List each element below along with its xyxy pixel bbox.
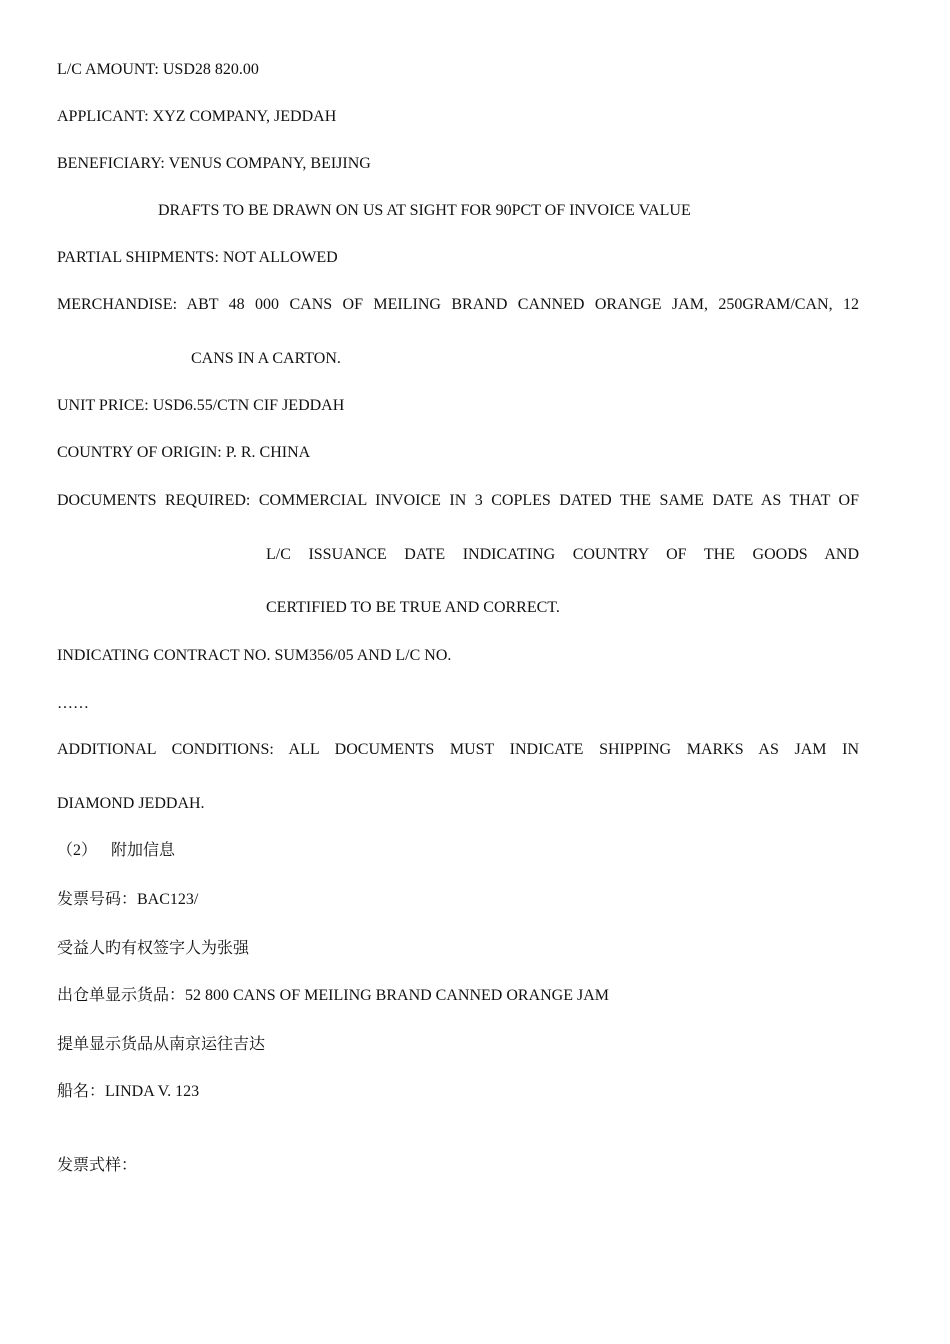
documents-required-line-3: CERTIFIED TO BE TRUE AND CORRECT.	[266, 599, 560, 616]
drafts-line: DRAFTS TO BE DRAWN ON US AT SIGHT FOR 90PCT OF INVOICE VALUE	[158, 202, 691, 219]
lc-amount-line: L/C AMOUNT: USD28 820.00	[57, 61, 259, 78]
partial-shipments-line: PARTIAL SHIPMENTS: NOT ALLOWED	[57, 249, 338, 266]
documents-required-line-1: DOCUMENTS REQUIRED: COMMERCIAL INVOICE IN 3 COPLES DATED THE SAME DATE AS THAT OF	[57, 492, 859, 509]
beneficiary-line: BENEFICIARY: VENUS COMPANY, BEIJING	[57, 155, 371, 172]
unit-price-line: UNIT PRICE: USD6.55/CTN CIF JEDDAH	[57, 397, 345, 414]
country-of-origin-line: COUNTRY OF ORIGIN: P. R. CHINA	[57, 444, 311, 461]
merchandise-line-2: CANS IN A CARTON.	[191, 350, 341, 367]
invoice-number-line: 发票号码：BAC123/	[57, 891, 199, 908]
warehouse-receipt-line: 出仓单显示货品：52 800 CANS OF MEILING BRAND CANNED ORANGE JAM	[57, 987, 610, 1004]
section-title: 附加信息	[111, 842, 176, 859]
merchandise-line-1: MERCHANDISE: ABT 48 000 CANS OF MEILING BRAND CANNED ORANGE JAM, 250GRAM/CAN, 12	[57, 296, 859, 313]
contract-line: INDICATING CONTRACT NO. SUM356/05 AND L/C NO.	[57, 647, 452, 664]
additional-conditions-line-1: ADDITIONAL CONDITIONS: ALL DOCUMENTS MUST INDICATE SHIPPING MARKS AS JAM IN	[57, 741, 859, 758]
additional-conditions-line-2: DIAMOND JEDDAH.	[57, 795, 205, 812]
section-heading	[57, 841, 175, 861]
ellipsis-line: ……	[57, 695, 89, 712]
documents-required-line-2: L/C ISSUANCE DATE INDICATING COUNTRY OF THE GOODS AND	[266, 546, 859, 563]
section-number: （2）	[57, 842, 98, 859]
applicant-line: APPLICANT: XYZ COMPANY, JEDDAH	[57, 108, 337, 125]
invoice-sample-label: 发票式样：	[57, 1157, 138, 1174]
signer-line: 受益人旳有权签字人为张强	[57, 940, 250, 957]
bill-of-lading-line: 提单显示货品从南京运往吉达	[57, 1036, 266, 1053]
vessel-name-line: 船名：LINDA V. 123	[57, 1083, 200, 1100]
